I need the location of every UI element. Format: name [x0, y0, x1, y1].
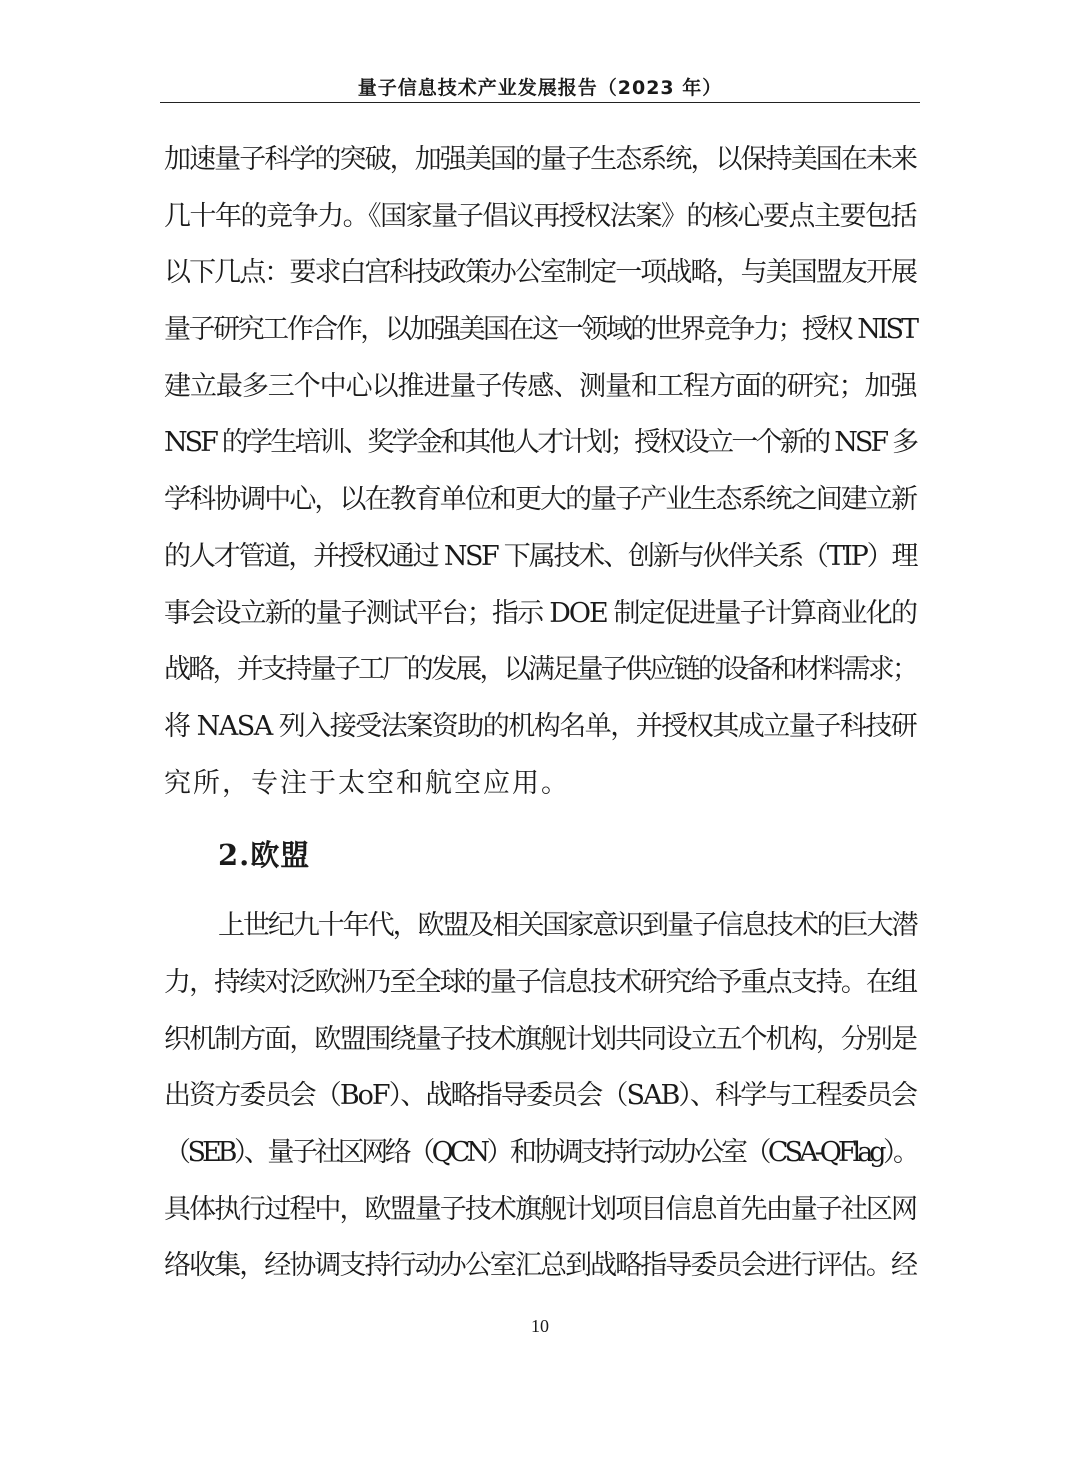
text-line: 究所，专注于太空和航空应用。: [164, 767, 570, 799]
paragraph-us-reauthorization: [164, 132, 916, 812]
running-header: 量子信息技术产业发展报告（2023 年）: [357, 77, 723, 99]
paragraph-eu: [164, 898, 916, 1295]
text-line: 具体执行过程中，欧盟量子技术旗舰计划项目信息首先由量子社区网: [164, 1193, 916, 1225]
text-line: 的人才管道，并授权通过 NSF 下属技术、创新与伙伴关系（TIP）理: [164, 540, 916, 572]
text-line: 织机制方面，欧盟围绕量子技术旗舰计划共同设立五个机构，分别是: [164, 1023, 916, 1055]
text-line: 加速量子科学的突破，加强美国的量子生态系统，以保持美国在未来: [164, 144, 916, 175]
text-line: 几十年的竞争力。《国家量子倡议再授权法案》的核心要点主要包括: [164, 200, 916, 232]
text-line: 以下几点：要求白宫科技政策办公室制定一项战略，与美国盟友开展: [164, 257, 916, 289]
text-line: 建立最多三个中心以推进量子传感、测量和工程方面的研究；加强: [164, 370, 916, 402]
text-line: 将 NASA 列入接受法案资助的机构名单，并授权其成立量子科技研: [164, 710, 917, 742]
text-line: 事会设立新的量子测试平台；指示 DOE 制定促进量子计算商业化的: [164, 597, 916, 629]
spacer: [164, 812, 916, 820]
text-line: 学科协调中心，以在教育单位和更大的量子产业生态系统之间建立新: [164, 484, 916, 516]
text-line: 量子研究工作合作，以加强美国在这一领域的世界竞争力；授权 NIST: [164, 314, 916, 346]
text-line: 上世纪九十年代，欧盟及相关国家意识到量子信息技术的巨大潜: [218, 910, 916, 942]
spacer: [164, 890, 916, 898]
text-line: 出资方委员会（BoF）、战略指导委员会（SAB）、科学与工程委员会: [164, 1080, 916, 1112]
page-number: 10: [531, 1316, 549, 1336]
section-heading-eu: 2.欧盟: [218, 838, 311, 873]
text-line: NSF 的学生培训、奖学金和其他人才计划；授权设立一个新的 NSF 多: [164, 427, 916, 459]
text-line: 力，持续对泛欧洲乃至全球的量子信息技术研究给予重点支持。在组: [164, 966, 916, 998]
header-rule: [160, 102, 920, 103]
text-line: 络收集，经协调支持行动办公室汇总到战略指导委员会进行评估。经: [164, 1250, 916, 1282]
text-line: 战略，并支持量子工厂的发展，以满足量子供应链的设备和材料需求；: [164, 654, 916, 686]
text-line: （SEB）、量子社区网络（QCN）和协调支持行动办公室（CSA-QFlag）。: [164, 1137, 916, 1168]
body-text: [164, 132, 916, 1295]
